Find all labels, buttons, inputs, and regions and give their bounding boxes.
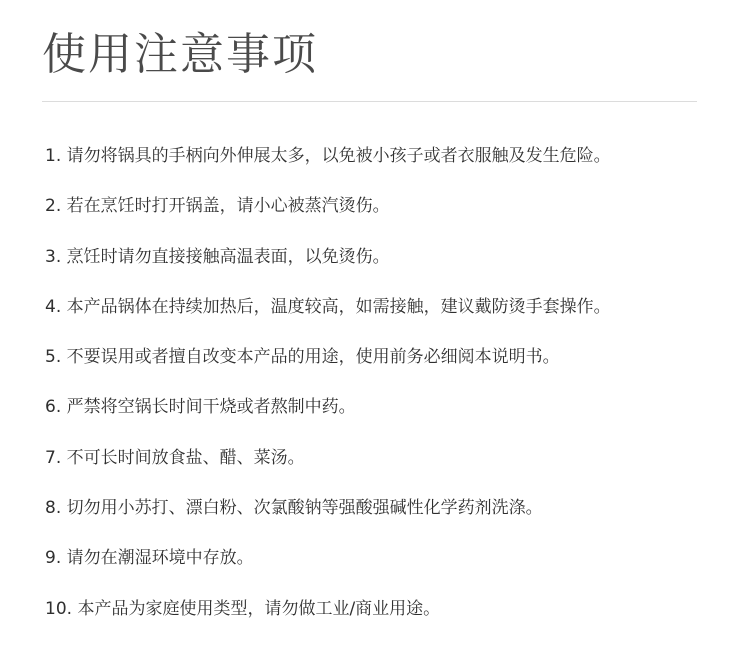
notice-item: 2. 若在烹饪时打开锅盖，请小心被蒸汽烫伤。	[45, 196, 390, 217]
notice-item: 4. 本产品锅体在持续加热后，温度较高，如需接触，建议戴防烫手套操作。	[45, 296, 611, 317]
notice-item: 7. 不可长时间放食盐、醋、菜汤。	[45, 447, 305, 468]
notice-list	[45, 131, 611, 634]
notice-item: 1. 请勿将锅具的手柄向外伸展太多，以免被小孩子或者衣服触及发生危险。	[45, 146, 611, 166]
notice-item: 10. 本产品为家庭使用类型，请勿做工业/商业用途。	[45, 598, 441, 619]
title-divider	[42, 101, 697, 102]
page-title: 使用注意事项	[42, 29, 318, 80]
notice-item: 8. 切勿用小苏打、漂白粉、次氯酸钠等强酸强碱性化学药剂洗涤。	[45, 498, 543, 519]
notice-item: 9. 请勿在潮湿环境中存放。	[45, 548, 254, 569]
notice-item: 6. 严禁将空锅长时间干烧或者熬制中药。	[45, 397, 356, 418]
notice-item: 5. 不要误用或者擅自改变本产品的用途，使用前务必细阅本说明书。	[45, 347, 560, 368]
notice-item: 3. 烹饪时请勿直接接触高温表面，以免烫伤。	[45, 246, 390, 267]
